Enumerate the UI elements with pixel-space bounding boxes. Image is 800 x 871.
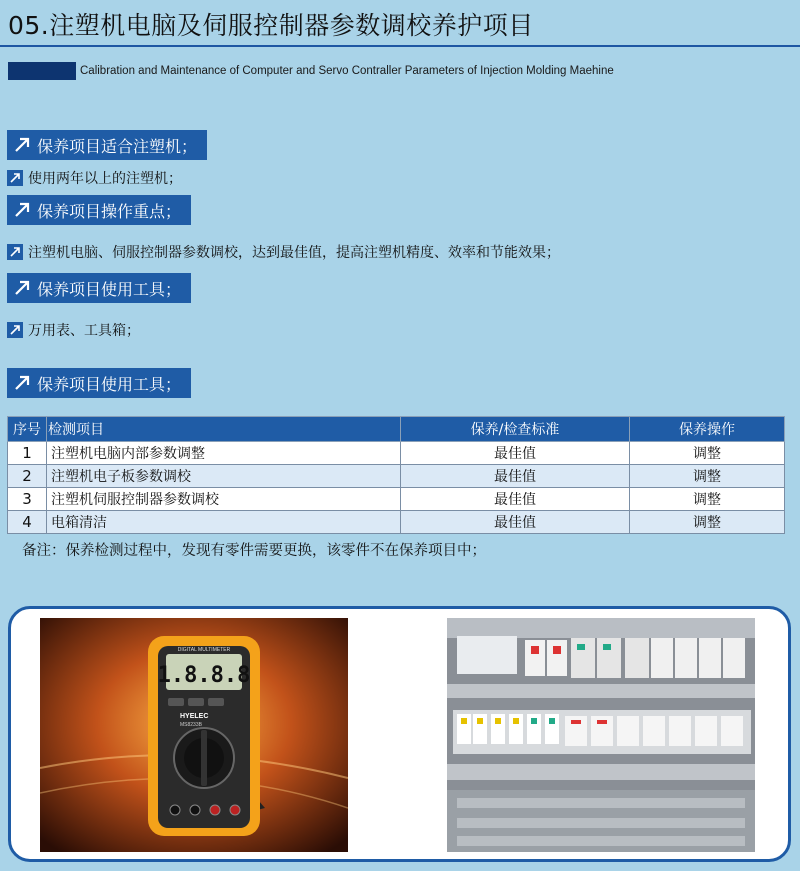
row-item: 电箱清洁 <box>47 511 401 534</box>
row-item: 注塑机电子板参数调校 <box>47 465 401 488</box>
diagonal-arrow-icon <box>7 195 37 225</box>
bullet-text: 使用两年以上的注塑机； <box>28 171 182 187</box>
row-number: 3 <box>8 488 47 511</box>
col-header-number: 序号 <box>8 417 47 442</box>
multimeter-brand: HYELEC <box>180 713 209 720</box>
remark-note: 备注：保养检测过程中，发现有零件需要更换，该零件不在保养项目中； <box>22 543 486 559</box>
row-operation: 调整 <box>630 488 785 511</box>
section-header-table <box>7 368 191 398</box>
title-divider <box>0 45 800 47</box>
table-header-row <box>8 417 785 442</box>
bullet-tools <box>7 320 140 340</box>
col-header-operation: 保养操作 <box>630 417 785 442</box>
row-item: 注塑机伺服控制器参数调校 <box>47 488 401 511</box>
diagonal-arrow-icon <box>7 170 23 186</box>
english-subtitle: Calibration and Maintenance of Computer and Servo Contraller Parameters of Injection Molding Maehine <box>80 65 614 77</box>
section-header-key-points <box>7 195 191 225</box>
row-standard: 最佳值 <box>401 442 630 465</box>
section-heading-text: 保养项目操作重点； <box>37 201 182 221</box>
section-header-tools <box>7 273 191 303</box>
diagonal-arrow-icon <box>7 244 23 260</box>
section-heading-text: 保养项目使用工具； <box>37 374 182 394</box>
diagonal-arrow-icon <box>7 322 23 338</box>
row-operation: 调整 <box>630 511 785 534</box>
diagonal-arrow-icon <box>7 273 37 303</box>
section-heading-text: 保养项目适合注塑机； <box>37 136 198 156</box>
page-title: 05.注塑机电脑及伺服控制器参数调校养护项目 <box>8 11 534 40</box>
maintenance-table <box>7 416 785 534</box>
row-standard: 最佳值 <box>401 511 630 534</box>
table-row <box>8 488 785 511</box>
multimeter-photo <box>40 618 348 852</box>
subtitle-accent-block <box>8 62 76 80</box>
multimeter-display: 1.8.8.8 <box>157 663 251 688</box>
english-subtitle-bar <box>8 62 614 80</box>
row-standard: 最佳值 <box>401 488 630 511</box>
multimeter-label: DIGITAL MULTIMETER <box>177 647 231 653</box>
row-operation: 调整 <box>630 442 785 465</box>
electrical-cabinet-photo <box>447 618 755 852</box>
bullet-key-points <box>7 242 560 262</box>
col-header-standard: 保养/检查标准 <box>401 417 630 442</box>
table-row <box>8 442 785 465</box>
col-header-item: 检测项目 <box>47 417 401 442</box>
diagonal-arrow-icon <box>7 368 37 398</box>
bullet-applicable <box>7 168 182 188</box>
section-header-applicable <box>7 130 207 160</box>
table-row <box>8 465 785 488</box>
row-number: 1 <box>8 442 47 465</box>
row-item: 注塑机电脑内部参数调整 <box>47 442 401 465</box>
bullet-text: 注塑机电脑、伺服控制器参数调校，达到最佳值，提高注塑机精度、效率和节能效果； <box>28 245 560 261</box>
bullet-text: 万用表、工具箱； <box>28 323 140 339</box>
section-heading-text: 保养项目使用工具； <box>37 279 182 299</box>
diagonal-arrow-icon <box>7 130 37 160</box>
row-operation: 调整 <box>630 465 785 488</box>
table-row <box>8 511 785 534</box>
multimeter-model: MS8233B <box>180 722 202 728</box>
row-number: 2 <box>8 465 47 488</box>
row-number: 4 <box>8 511 47 534</box>
row-standard: 最佳值 <box>401 465 630 488</box>
